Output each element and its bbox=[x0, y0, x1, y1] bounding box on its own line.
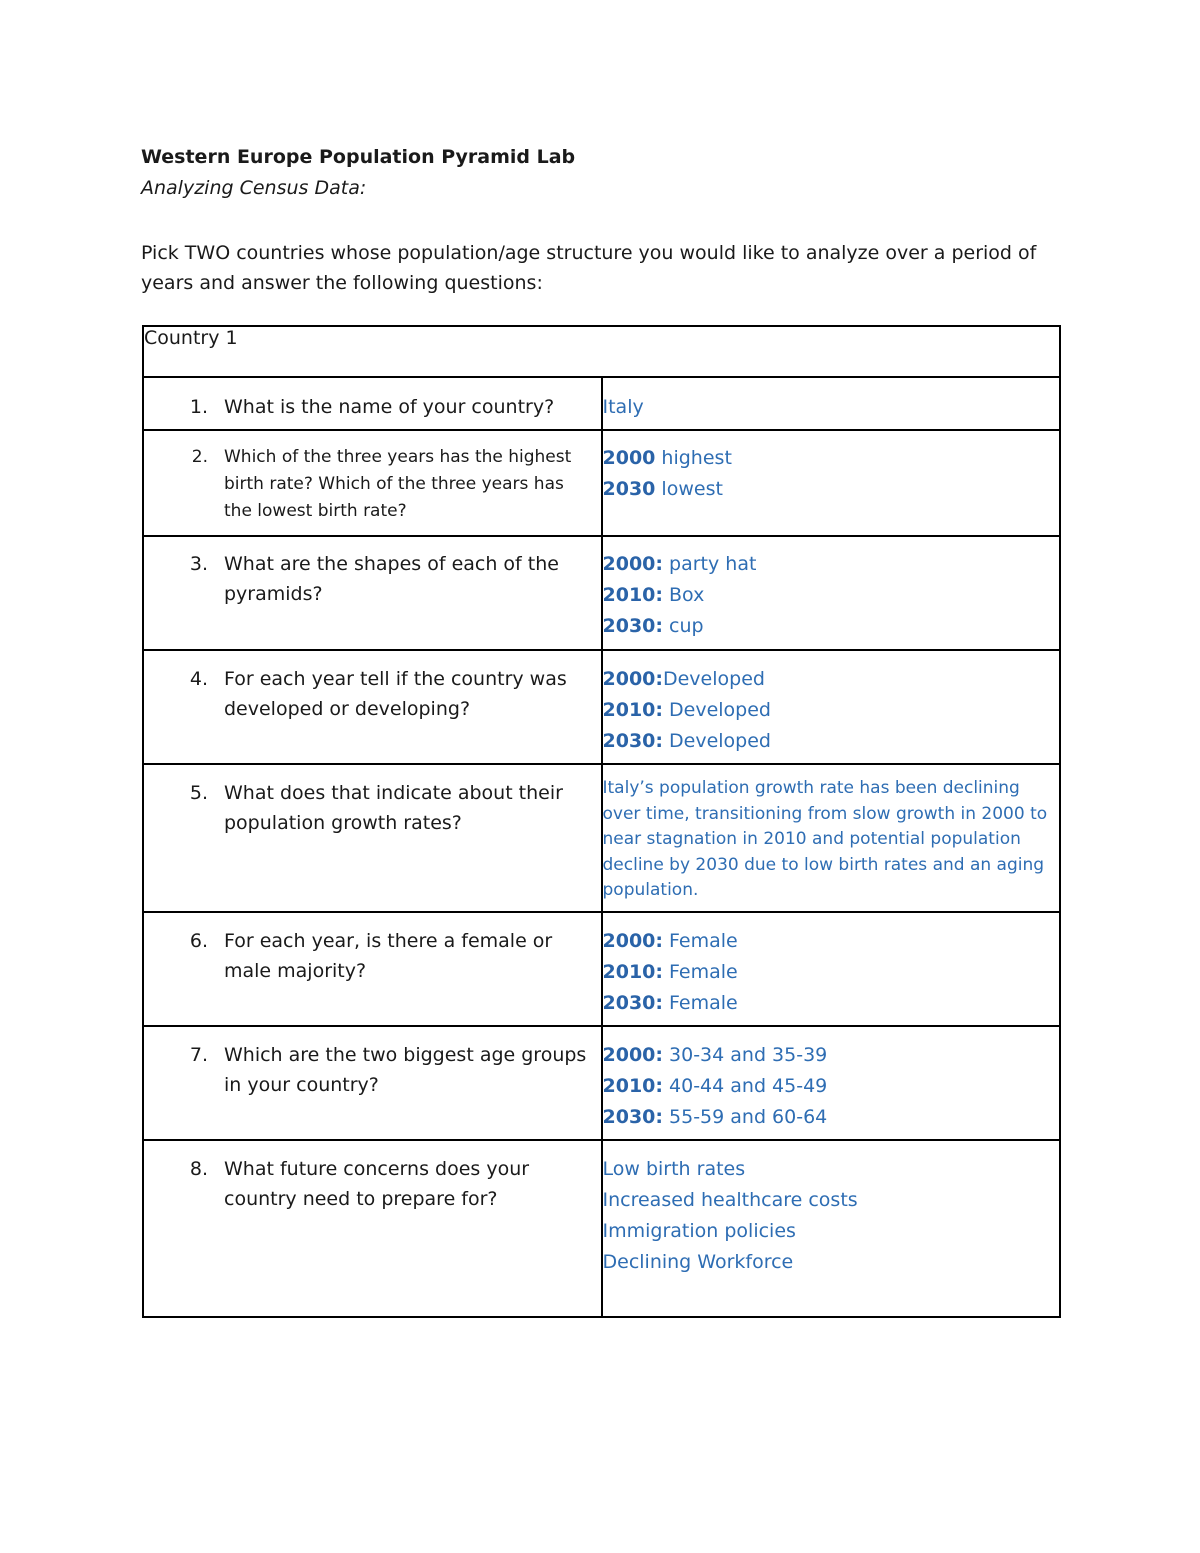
question-text: Which are the two biggest age groups in your country? bbox=[224, 1044, 587, 1096]
table-row bbox=[143, 912, 1060, 1026]
answer-text: Developed bbox=[662, 668, 765, 690]
answer-cell bbox=[602, 650, 1061, 764]
question-number: 2. bbox=[191, 447, 208, 467]
table-row bbox=[143, 764, 1060, 912]
answer-line bbox=[603, 443, 1060, 474]
question-cell bbox=[143, 912, 602, 1026]
question-text: For each year tell if the country was developed or developing? bbox=[224, 668, 567, 720]
question-cell bbox=[143, 650, 602, 764]
answer-text: highest bbox=[655, 447, 732, 469]
answer-year: 2010: bbox=[602, 1075, 663, 1097]
question-text: What is the name of your country? bbox=[224, 396, 555, 418]
answer-line bbox=[603, 664, 1060, 695]
answer-year: 2030 bbox=[602, 478, 656, 500]
answer-cell bbox=[602, 536, 1061, 650]
answer-text: Low birth rates bbox=[602, 1158, 746, 1180]
answer-text: Italy bbox=[602, 396, 644, 418]
country-header: Country 1 bbox=[143, 326, 1060, 377]
answer-text: Box bbox=[662, 584, 705, 606]
answer-cell bbox=[602, 430, 1061, 536]
question-number: 4. bbox=[189, 668, 208, 690]
answer-line bbox=[603, 1216, 1060, 1247]
answer-line bbox=[603, 611, 1060, 642]
answer-paragraph: Italy’s population growth rate has been declining over time, transitioning from slow growth in 2000 to near stagnation in 2010 and potential population decline by 2030 due to low birth rates and an aging population. bbox=[602, 778, 1048, 900]
answer-text: Developed bbox=[662, 730, 771, 752]
question-text: For each year, is there a female or male majority? bbox=[224, 930, 553, 982]
question-number: 7. bbox=[189, 1044, 208, 1066]
answer-cell bbox=[602, 764, 1061, 912]
answer-line bbox=[603, 957, 1060, 988]
answer-cell bbox=[602, 912, 1061, 1026]
answer-text: Immigration policies bbox=[602, 1220, 796, 1242]
question-number: 8. bbox=[189, 1158, 208, 1180]
answer-text: party hat bbox=[662, 553, 757, 575]
answer-line bbox=[603, 926, 1060, 957]
answer-text: Declining Workforce bbox=[602, 1251, 794, 1273]
table-row bbox=[143, 1026, 1060, 1140]
answer-line bbox=[603, 392, 1060, 423]
question-text: What does that indicate about their population growth rates? bbox=[224, 782, 563, 834]
country-header-row bbox=[143, 326, 1060, 377]
answer-line bbox=[603, 1247, 1060, 1278]
question-cell bbox=[143, 1140, 602, 1317]
table-row bbox=[143, 1140, 1060, 1317]
answer-line bbox=[603, 549, 1060, 580]
question-number: 1. bbox=[189, 396, 208, 418]
table-row bbox=[143, 650, 1060, 764]
question-number: 6. bbox=[189, 930, 208, 952]
lab-table bbox=[142, 325, 1061, 1318]
answer-line bbox=[603, 1154, 1060, 1185]
question-cell bbox=[143, 430, 602, 536]
answer-line bbox=[603, 1040, 1060, 1071]
answer-line bbox=[603, 1185, 1060, 1216]
question-cell bbox=[143, 536, 602, 650]
answer-line bbox=[603, 580, 1060, 611]
answer-text: lowest bbox=[655, 478, 723, 500]
answer-text: Female bbox=[662, 961, 738, 983]
table-row bbox=[143, 377, 1060, 430]
question-text: What are the shapes of each of the pyramids? bbox=[224, 553, 559, 605]
answer-year: 2030: bbox=[602, 730, 663, 752]
question-cell bbox=[143, 377, 602, 430]
table-row bbox=[143, 430, 1060, 536]
answer-line bbox=[603, 474, 1060, 505]
answer-line bbox=[603, 1071, 1060, 1102]
answer-line bbox=[603, 988, 1060, 1019]
table-row bbox=[143, 536, 1060, 650]
question-text: What future concerns does your country need to prepare for? bbox=[224, 1158, 530, 1210]
answer-year: 2000: bbox=[602, 668, 663, 690]
answer-year: 2000: bbox=[602, 930, 663, 952]
answer-year: 2030: bbox=[602, 615, 663, 637]
instructions-text: Pick TWO countries whose population/age structure you would like to analyze over a period of years and answer the following questions: bbox=[141, 242, 1037, 294]
question-cell bbox=[143, 1026, 602, 1140]
question-number: 5. bbox=[189, 782, 208, 804]
answer-year: 2010: bbox=[602, 584, 663, 606]
answer-line bbox=[603, 695, 1060, 726]
question-cell bbox=[143, 764, 602, 912]
document-subtitle: Analyzing Census Data: bbox=[141, 177, 367, 199]
question-number: 3. bbox=[189, 553, 208, 575]
answer-year: 2000: bbox=[602, 553, 663, 575]
answer-cell bbox=[602, 377, 1061, 430]
answer-year: 2010: bbox=[602, 961, 663, 983]
answer-text: 55-59 and 60-64 bbox=[662, 1106, 828, 1128]
answer-year: 2000 bbox=[602, 447, 656, 469]
answer-text: Increased healthcare costs bbox=[602, 1189, 858, 1211]
answer-year: 2030: bbox=[602, 992, 663, 1014]
answer-text: Developed bbox=[662, 699, 771, 721]
answer-year: 2030: bbox=[602, 1106, 663, 1128]
answer-line bbox=[603, 1102, 1060, 1133]
answer-text: Female bbox=[662, 992, 738, 1014]
answer-year: 2010: bbox=[602, 699, 663, 721]
answer-text: cup bbox=[662, 615, 704, 637]
question-text: Which of the three years has the highest birth rate? Which of the three years has the lowest birth rate? bbox=[224, 447, 572, 521]
document-title: Western Europe Population Pyramid Lab bbox=[141, 146, 576, 168]
answer-cell bbox=[602, 1026, 1061, 1140]
answer-year: 2000: bbox=[602, 1044, 663, 1066]
answer-cell bbox=[602, 1140, 1061, 1317]
answer-text: 40-44 and 45-49 bbox=[662, 1075, 828, 1097]
answer-text: 30-34 and 35-39 bbox=[662, 1044, 828, 1066]
answer-text: Female bbox=[662, 930, 738, 952]
answer-line bbox=[603, 726, 1060, 757]
